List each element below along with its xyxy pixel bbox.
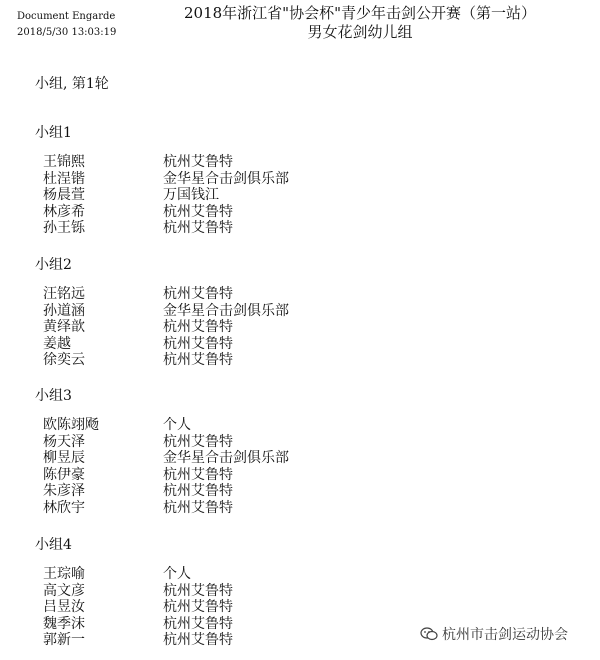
wechat-icon xyxy=(420,627,438,641)
fencer-name: 陈伊豪 xyxy=(43,466,85,483)
fencer-club: 个人 xyxy=(163,566,191,582)
fencer-name: 高文彦 xyxy=(43,582,85,599)
fencer-name: 朱彦泽 xyxy=(43,483,85,499)
fencer-club: 万国钱江 xyxy=(163,187,219,203)
fencer-club: 个人 xyxy=(163,417,191,433)
fencer-club: 杭州艾鲁特 xyxy=(163,154,233,170)
fencer-name: 杨天泽 xyxy=(43,433,85,450)
fencer-club: 杭州艾鲁特 xyxy=(163,466,233,483)
fencer-club: 杭州艾鲁特 xyxy=(163,483,233,499)
fencer-name: 魏季沫 xyxy=(43,615,85,632)
fencer-club: 杭州艾鲁特 xyxy=(163,582,233,599)
fencer-club: 杭州艾鲁特 xyxy=(163,499,233,516)
fencer-name: 徐奕云 xyxy=(43,352,85,368)
pool-label: 小组1 xyxy=(35,125,72,141)
watermark xyxy=(420,624,568,644)
document-title xyxy=(150,4,570,42)
pool-label: 小组3 xyxy=(35,388,72,404)
fencer-name: 杨晨萱 xyxy=(43,187,85,203)
fencer-name: 姜越 xyxy=(43,335,71,352)
fencer-club: 杭州艾鲁特 xyxy=(163,203,233,220)
fencer-club: 金华星合击剑俱乐部 xyxy=(163,170,289,187)
fencer-club: 杭州艾鲁特 xyxy=(163,599,233,615)
print-datetime: 2018/5/30 13:03:19 xyxy=(17,27,117,38)
fencer-club: 杭州艾鲁特 xyxy=(163,335,233,352)
pool-label: 小组2 xyxy=(35,257,72,273)
software-name: Document Engarde xyxy=(17,11,116,22)
fencer-club: 杭州艾鲁特 xyxy=(163,615,233,632)
fencer-name: 王锦熙 xyxy=(43,154,85,170)
fencer-name: 孙道涵 xyxy=(43,302,85,319)
fencer-name: 欧陈翊飏 xyxy=(43,417,99,433)
fencer-name: 杜浧锴 xyxy=(43,170,85,187)
fencer-name: 王琮喻 xyxy=(43,566,85,582)
fencer-name: 林彦希 xyxy=(43,203,85,220)
fencer-name: 柳昱辰 xyxy=(43,450,85,466)
watermark-text: 杭州市击剑运动协会 xyxy=(442,627,568,643)
pool-label: 小组4 xyxy=(35,537,72,553)
fencer-name: 郭新一 xyxy=(43,632,85,648)
round-label: 小组, 第1轮 xyxy=(35,76,109,92)
fencer-club: 杭州艾鲁特 xyxy=(163,220,233,236)
fencer-name: 林欣宇 xyxy=(43,499,85,516)
fencer-name: 孙王铄 xyxy=(43,220,85,236)
fencer-name: 黄绎歆 xyxy=(43,319,85,335)
event-category: 男女花剑幼儿组 xyxy=(307,23,413,41)
fencer-name: 吕昱汝 xyxy=(43,599,85,615)
document-meta xyxy=(17,9,116,41)
fencer-club: 杭州艾鲁特 xyxy=(163,433,233,450)
fencer-club: 杭州艾鲁特 xyxy=(163,286,233,302)
fencer-club: 杭州艾鲁特 xyxy=(163,352,233,368)
fencer-name: 汪铭远 xyxy=(43,286,85,302)
fencer-club: 杭州艾鲁特 xyxy=(163,632,233,648)
event-title: 2018年浙江省"协会杯"青少年击剑公开赛（第一站） xyxy=(184,4,536,22)
fencer-club: 金华星合击剑俱乐部 xyxy=(163,302,289,319)
fencer-club: 金华星合击剑俱乐部 xyxy=(163,450,289,466)
fencer-club: 杭州艾鲁特 xyxy=(163,319,233,335)
